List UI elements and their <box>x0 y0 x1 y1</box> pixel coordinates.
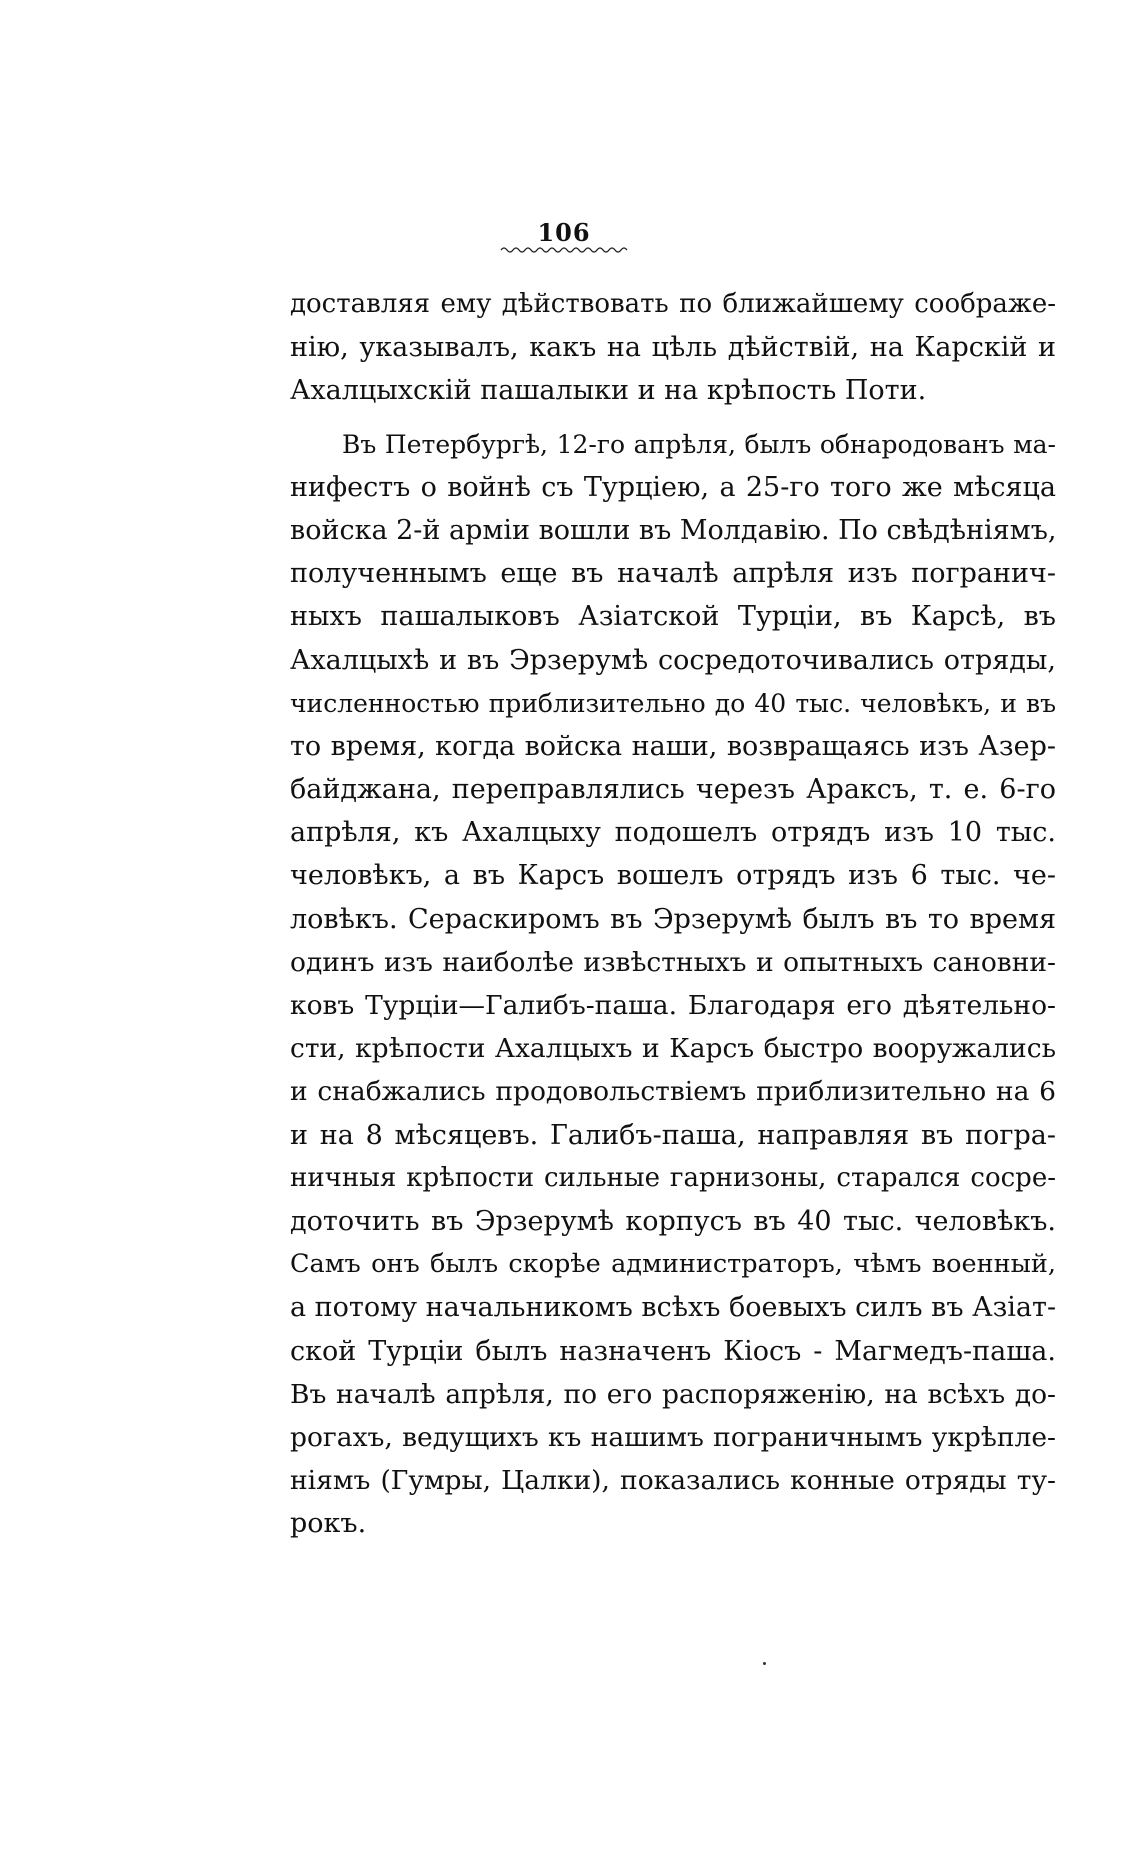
text-line: человѣкъ, а въ Карсъ вошелъ отрядъ изъ 6 тыс. че- <box>290 860 1056 892</box>
text-line: доточить въ Эрзерумѣ корпусъ въ 40 тыс. человѣкъ. <box>290 1205 1056 1237</box>
text-line: то время, когда войска наши, возвращаясь изъ Азер- <box>290 730 1056 762</box>
text-line: сти, крѣпости Ахалцыхъ и Карсъ быстро вооружались <box>290 1033 1056 1065</box>
page-header <box>0 218 1140 257</box>
text-line: рокъ. <box>290 1508 367 1540</box>
page-number: 106 <box>537 218 591 247</box>
text-line: Въ Петербургѣ, 12-го апрѣля, былъ обнародованъ ма- <box>342 429 1056 459</box>
text-line: войска 2-й арміи вошли въ Молдавію. По свѣдѣніямъ, <box>290 514 1057 546</box>
text-line: а потому начальникомъ всѣхъ боевыхъ силъ въ Азіат- <box>290 1292 1057 1324</box>
text-line: одинъ изъ наиболѣе извѣстныхъ и опытныхъ сановни- <box>290 946 1056 978</box>
text-line: нію, указывалъ, какъ на цѣль дѣйствій, на Карскій и <box>290 332 1056 364</box>
paragraph <box>290 283 1056 413</box>
text-line: ныхъ пашалыковъ Азіатской Турціи, въ Карсѣ, въ <box>290 601 1056 633</box>
text-line: и на 8 мѣсяцевъ. Галибъ-паша, направляя въ погра- <box>290 1119 1056 1151</box>
text-line: полученнымъ еще въ началѣ апрѣля изъ погранич- <box>290 558 1056 590</box>
text-line: апрѣля, къ Ахалцыху подошелъ отрядъ изъ 10 тыс. <box>290 817 1056 849</box>
text-line: доставляя ему дѣйствовать по ближайшему соображе- <box>290 289 1056 319</box>
text-line: Въ началѣ апрѣля, по его распоряженію, на всѣхъ до- <box>290 1378 1056 1410</box>
text-line: Ахалцыхскій пашалыки и на крѣпость Поти. <box>290 375 927 407</box>
text-line: рогахъ, ведущихъ къ нашимъ пограничнымъ укрѣпле- <box>290 1421 1056 1453</box>
text-line: Самъ онъ былъ скорѣе администраторъ, чѣмъ военный, <box>290 1249 1056 1280</box>
text-line: ской Турціи былъ назначенъ Кіосъ - Магмедъ-паша. <box>290 1335 1056 1367</box>
text-line: численностью приблизительно до 40 тыс. человѣкъ, и въ <box>290 688 1056 718</box>
text-line: ничныя крѣпости сильные гарнизоны, старался сосре- <box>290 1162 1056 1193</box>
text-line: Ахалцыхѣ и въ Эрзерумѣ сосредоточивались отряды, <box>290 644 1056 676</box>
text-line: и снабжались продовольствіемъ приблизительно на 6 <box>290 1076 1056 1108</box>
text-line: ніямъ (Гумры, Цалки), показались конные отряды ту- <box>290 1465 1056 1497</box>
text-line: ловѣкъ. Сераскиромъ въ Эрзерумѣ былъ въ то время <box>290 903 1056 935</box>
text-line: байджана, переправлялись черезъ Араксъ, т. е. 6-го <box>290 774 1056 806</box>
print-speck <box>763 1662 766 1665</box>
paragraph-gap <box>290 413 1056 423</box>
text-line: нифестъ о войнѣ съ Турціею, а 25-го того же мѣсяца <box>290 471 1056 503</box>
paragraph <box>290 423 1056 1546</box>
text-line: ковъ Турціи—Галибъ-паша. Благодаря его дѣятельно- <box>290 990 1056 1021</box>
wavy-rule-ornament <box>499 245 629 255</box>
body-text <box>290 283 1056 1545</box>
